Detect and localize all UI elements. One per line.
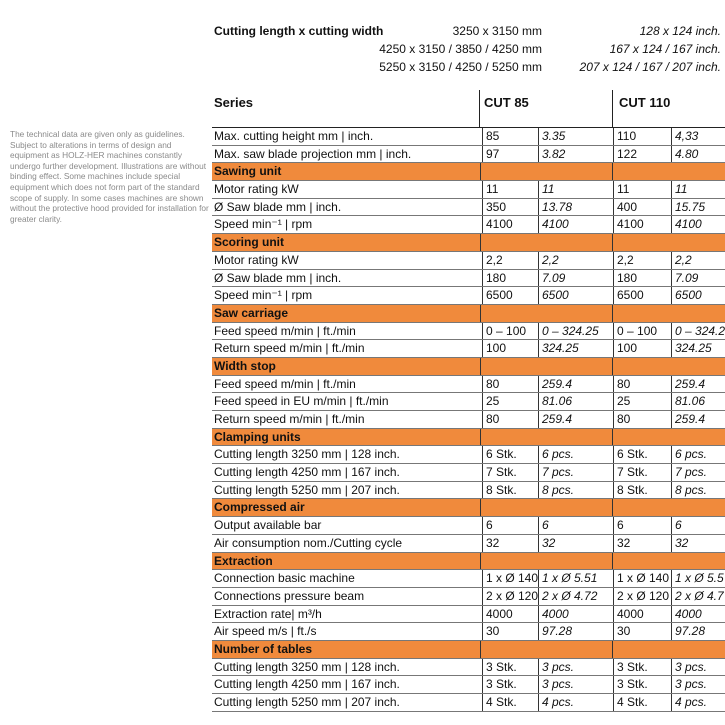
series-label: Series: [214, 95, 254, 110]
cut110-imperial-value: 81.06: [671, 393, 725, 410]
cut110-metric-value: 3 Stk.: [613, 676, 671, 693]
cut110-imperial-value: 7 pcs.: [671, 464, 725, 481]
cut110-imperial-value: 15.75: [671, 199, 725, 216]
cut110-imperial-value: 2 x Ø 4.7: [671, 588, 725, 605]
cut85-metric-value: 2,2: [482, 252, 538, 269]
cut110-metric-value: 11: [613, 181, 671, 198]
column-divider: [612, 499, 613, 516]
cut85-imperial-value: 11: [538, 181, 613, 198]
cut85-metric-value: 3 Stk.: [482, 676, 538, 693]
column-divider: [612, 305, 613, 322]
cut85-imperial-value: 7.09: [538, 270, 613, 287]
spec-label: Ø Saw blade mm | inch.: [214, 199, 342, 214]
cut85-metric-value: 2 x Ø 120: [482, 588, 538, 605]
cutting-dimensions-label: Cutting length x cutting width: [214, 24, 384, 38]
cut85-imperial-value: 3 pcs.: [538, 659, 613, 676]
cut110-imperial-value: 1 x Ø 5.5: [671, 570, 725, 587]
cut85-metric-value: 3 Stk.: [482, 659, 538, 676]
cut110-metric-value: 6 Stk.: [613, 446, 671, 463]
cut85-imperial-value: 2,2: [538, 252, 613, 269]
cut85-imperial-value: 7 pcs.: [538, 464, 613, 481]
cut85-imperial-value: 3.82: [538, 146, 613, 163]
cut85-metric-value: 7 Stk.: [482, 464, 538, 481]
cut110-metric-value: 6: [613, 517, 671, 534]
spec-row: [212, 517, 725, 535]
column-divider: [480, 429, 481, 446]
column-divider: [480, 499, 481, 516]
spec-label: Speed min⁻¹ | rpm: [214, 288, 313, 303]
spec-row: [212, 376, 725, 394]
cut85-imperial-value: 32: [538, 535, 613, 552]
cut110-metric-value: 30: [613, 623, 671, 640]
spec-row: [212, 694, 725, 712]
cut110-metric-value: 7 Stk.: [613, 464, 671, 481]
column-divider: [612, 163, 613, 180]
cut110-metric-value: 6500: [613, 287, 671, 304]
cut85-metric-value: 4100: [482, 216, 538, 233]
spec-label: Max. saw blade projection mm | inch.: [214, 146, 412, 161]
spec-label: Return speed m/min | ft./min: [214, 341, 365, 356]
cut110-imperial-value: 4 pcs.: [671, 694, 725, 711]
spec-row: [212, 464, 725, 482]
dimension-imperial: 128 x 124 inch.: [639, 24, 721, 38]
column-divider: [612, 641, 613, 658]
section-title: Width stop: [214, 358, 276, 373]
section-title: Scoring unit: [214, 235, 284, 250]
cut110-imperial-value: 97.28: [671, 623, 725, 640]
cut110-metric-value: 4100: [613, 216, 671, 233]
cut110-imperial-value: 324.25: [671, 340, 725, 357]
spec-label: Extraction rate| m³/h: [214, 606, 322, 621]
cut85-imperial-value: 4100: [538, 216, 613, 233]
section-header: [212, 429, 725, 447]
cut110-metric-value: 0 – 100: [613, 323, 671, 340]
cut85-imperial-value: 6: [538, 517, 613, 534]
spec-row: [212, 411, 725, 429]
cut110-metric-value: 180: [613, 270, 671, 287]
cut85-imperial-value: 324.25: [538, 340, 613, 357]
cut85-metric-value: 4000: [482, 606, 538, 623]
section-title: Number of tables: [214, 641, 313, 656]
spec-row: [212, 588, 725, 606]
spec-row: [212, 128, 725, 146]
cut110-imperial-value: 3 pcs.: [671, 659, 725, 676]
column-divider: [612, 553, 613, 570]
spec-row: [212, 181, 725, 199]
spec-row: [212, 146, 725, 164]
section-title: Compressed air: [214, 500, 305, 515]
cut110-imperial-value: 11: [671, 181, 725, 198]
cut110-imperial-value: 4,33: [671, 128, 725, 145]
spec-row: [212, 606, 725, 624]
cut85-metric-value: 11: [482, 181, 538, 198]
dimension-imperial: 207 x 124 / 167 / 207 inch.: [579, 60, 721, 74]
spec-row: [212, 446, 725, 464]
dimension-line: [0, 22, 725, 40]
cut110-metric-value: 25: [613, 393, 671, 410]
column-divider: [612, 90, 613, 127]
spec-label: Air speed m/s | ft./s: [214, 624, 317, 639]
cut85-metric-value: 0 – 100: [482, 323, 538, 340]
section-header: [212, 234, 725, 252]
spec-row: [212, 216, 725, 234]
dimension-line: [0, 58, 725, 76]
cutting-dimensions-header: [0, 0, 725, 90]
cut85-imperial-value: 3 pcs.: [538, 676, 613, 693]
cut110-imperial-value: 4000: [671, 606, 725, 623]
column-divider: [612, 234, 613, 251]
cut85-metric-value: 6500: [482, 287, 538, 304]
spec-row: [212, 287, 725, 305]
column-divider: [480, 641, 481, 658]
spec-row: [212, 623, 725, 641]
spec-label: Cutting length 4250 mm | 167 inch.: [214, 677, 400, 692]
column-divider: [480, 305, 481, 322]
column-divider: [480, 163, 481, 180]
cut85-imperial-value: 6500: [538, 287, 613, 304]
column-divider: [480, 358, 481, 375]
cut85-imperial-value: 259.4: [538, 376, 613, 393]
spec-row: [212, 199, 725, 217]
spec-label: Ø Saw blade mm | inch.: [214, 270, 342, 285]
spec-label: Feed speed m/min | ft./min: [214, 376, 356, 391]
cut110-imperial-value: 259.4: [671, 411, 725, 428]
section-title: Saw carriage: [214, 305, 289, 320]
spec-row: [212, 535, 725, 553]
section-header: [212, 499, 725, 517]
cut110-imperial-value: 6500: [671, 287, 725, 304]
section-header: [212, 358, 725, 376]
column-divider: [612, 429, 613, 446]
cut110-imperial-value: 2,2: [671, 252, 725, 269]
cut85-metric-value: 1 x Ø 140: [482, 570, 538, 587]
spec-label: Connections pressure beam: [214, 588, 365, 603]
cut110-metric-value: 110: [613, 128, 671, 145]
spec-row: [212, 659, 725, 677]
spec-label: Cutting length 3250 mm | 128 inch.: [214, 447, 400, 462]
cut85-imperial-value: 259.4: [538, 411, 613, 428]
spec-label: Max. cutting height mm | inch.: [214, 129, 374, 143]
cut110-metric-value: 1 x Ø 140: [613, 570, 671, 587]
dimension-line: [0, 40, 725, 58]
spec-label: Connection basic machine: [214, 571, 355, 586]
spec-label: Output available bar: [214, 518, 322, 533]
cut110-metric-value: 4 Stk.: [613, 694, 671, 711]
cut110-imperial-value: 4100: [671, 216, 725, 233]
cut85-metric-value: 6: [482, 517, 538, 534]
cut85-imperial-value: 6 pcs.: [538, 446, 613, 463]
cut110-imperial-value: 7.09: [671, 270, 725, 287]
spec-label: Cutting length 5250 mm | 207 inch.: [214, 482, 400, 497]
section-header: [212, 163, 725, 181]
column-divider: [612, 358, 613, 375]
section-title: Clamping units: [214, 429, 301, 444]
cut85-metric-value: 85: [482, 128, 538, 145]
cut110-metric-value: 2 x Ø 120: [613, 588, 671, 605]
column-divider: [480, 234, 481, 251]
cut85-metric-value: 30: [482, 623, 538, 640]
cut110-metric-value: 4000: [613, 606, 671, 623]
spec-label: Cutting length 3250 mm | 128 inch.: [214, 659, 400, 674]
cut85-metric-value: 80: [482, 411, 538, 428]
column-divider: [479, 90, 480, 127]
spec-label: Feed speed in EU m/min | ft./min: [214, 394, 389, 409]
spec-row: [212, 676, 725, 694]
dimension-metric: 5250 x 3150 / 4250 / 5250 mm: [379, 60, 542, 74]
cut110-metric-value: 400: [613, 199, 671, 216]
cut110-metric-value: 80: [613, 376, 671, 393]
cut110-metric-value: 100: [613, 340, 671, 357]
cut85-imperial-value: 1 x Ø 5.51: [538, 570, 613, 587]
cut110-imperial-value: 32: [671, 535, 725, 552]
cut85-metric-value: 97: [482, 146, 538, 163]
section-header: [212, 553, 725, 571]
cut110-imperial-value: 4.80: [671, 146, 725, 163]
section-title: Sawing unit: [214, 164, 282, 179]
cut85-imperial-value: 4000: [538, 606, 613, 623]
cut85-metric-value: 180: [482, 270, 538, 287]
spec-rows: [212, 128, 725, 712]
dimension-imperial: 167 x 124 / 167 inch.: [609, 42, 721, 56]
spec-label: Return speed m/min | ft./min: [214, 412, 365, 426]
cut85-metric-value: 100: [482, 340, 538, 357]
dimension-metric: 4250 x 3150 / 3850 / 4250 mm: [379, 42, 542, 56]
spec-label: Speed min⁻¹ | rpm: [214, 217, 313, 232]
cut85-metric-value: 350: [482, 199, 538, 216]
spec-label: Feed speed m/min | ft./min: [214, 323, 356, 338]
cut110-imperial-value: 0 – 324.2: [671, 323, 725, 340]
spec-row: [212, 252, 725, 270]
spec-row: [212, 570, 725, 588]
cut85-imperial-value: 4 pcs.: [538, 694, 613, 711]
cut85-imperial-value: 97.28: [538, 623, 613, 640]
spec-label: Motor rating kW: [214, 252, 299, 267]
cut110-imperial-value: 8 pcs.: [671, 482, 725, 499]
cut85-metric-value: 4 Stk.: [482, 694, 538, 711]
cut85-metric-value: 6 Stk.: [482, 446, 538, 463]
cut110-metric-value: 80: [613, 411, 671, 428]
series-header-row: [212, 90, 725, 128]
spec-row: [212, 393, 725, 411]
cut110-imperial-value: 6: [671, 517, 725, 534]
spec-label: Motor rating kW: [214, 182, 299, 197]
cut110-metric-value: 2,2: [613, 252, 671, 269]
cut85-imperial-value: 13.78: [538, 199, 613, 216]
cut85-metric-value: 25: [482, 393, 538, 410]
cut110-imperial-value: 6 pcs.: [671, 446, 725, 463]
spec-row: [212, 482, 725, 500]
cut110-imperial-value: 259.4: [671, 376, 725, 393]
spec-row: [212, 270, 725, 288]
spec-row: [212, 323, 725, 341]
cut85-metric-value: 80: [482, 376, 538, 393]
column-divider: [480, 553, 481, 570]
spec-label: Cutting length 4250 mm | 167 inch.: [214, 465, 400, 480]
cut85-imperial-value: 8 pcs.: [538, 482, 613, 499]
disclaimer-note: The technical data are given only as guidelines. Subject to alterations in terms of design and equipment as HOLZ-HER machines constantly undergo further development. Illustrations are without binding effect. Some machines include special equipment which does not form part of the standard scope of supply. In some cases machines are shown without the protective hood provided for installation for greater clarity.: [10, 129, 209, 224]
cut110-imperial-value: 3 pcs.: [671, 676, 725, 693]
cut85-imperial-value: 0 – 324.25: [538, 323, 613, 340]
cut110-metric-value: 32: [613, 535, 671, 552]
section-title: Extraction: [214, 553, 273, 568]
spec-label: Air consumption nom./Cutting cycle: [214, 535, 403, 550]
cut110-metric-value: 3 Stk.: [613, 659, 671, 676]
cut85-imperial-value: 2 x Ø 4.72: [538, 588, 613, 605]
cut85-imperial-value: 3.35: [538, 128, 613, 145]
spec-row: [212, 340, 725, 358]
cut85-imperial-value: 81.06: [538, 393, 613, 410]
model-cut-110: CUT 110: [619, 95, 671, 110]
model-cut-85: CUT 85: [484, 95, 529, 110]
spec-label: Cutting length 5250 mm | 207 inch.: [214, 695, 400, 709]
cut110-metric-value: 122: [613, 146, 671, 163]
spec-table: [212, 90, 725, 712]
cut110-metric-value: 8 Stk.: [613, 482, 671, 499]
cut85-metric-value: 32: [482, 535, 538, 552]
cut85-metric-value: 8 Stk.: [482, 482, 538, 499]
dimension-metric: 3250 x 3150 mm: [452, 24, 542, 38]
section-header: [212, 305, 725, 323]
section-header: [212, 641, 725, 659]
